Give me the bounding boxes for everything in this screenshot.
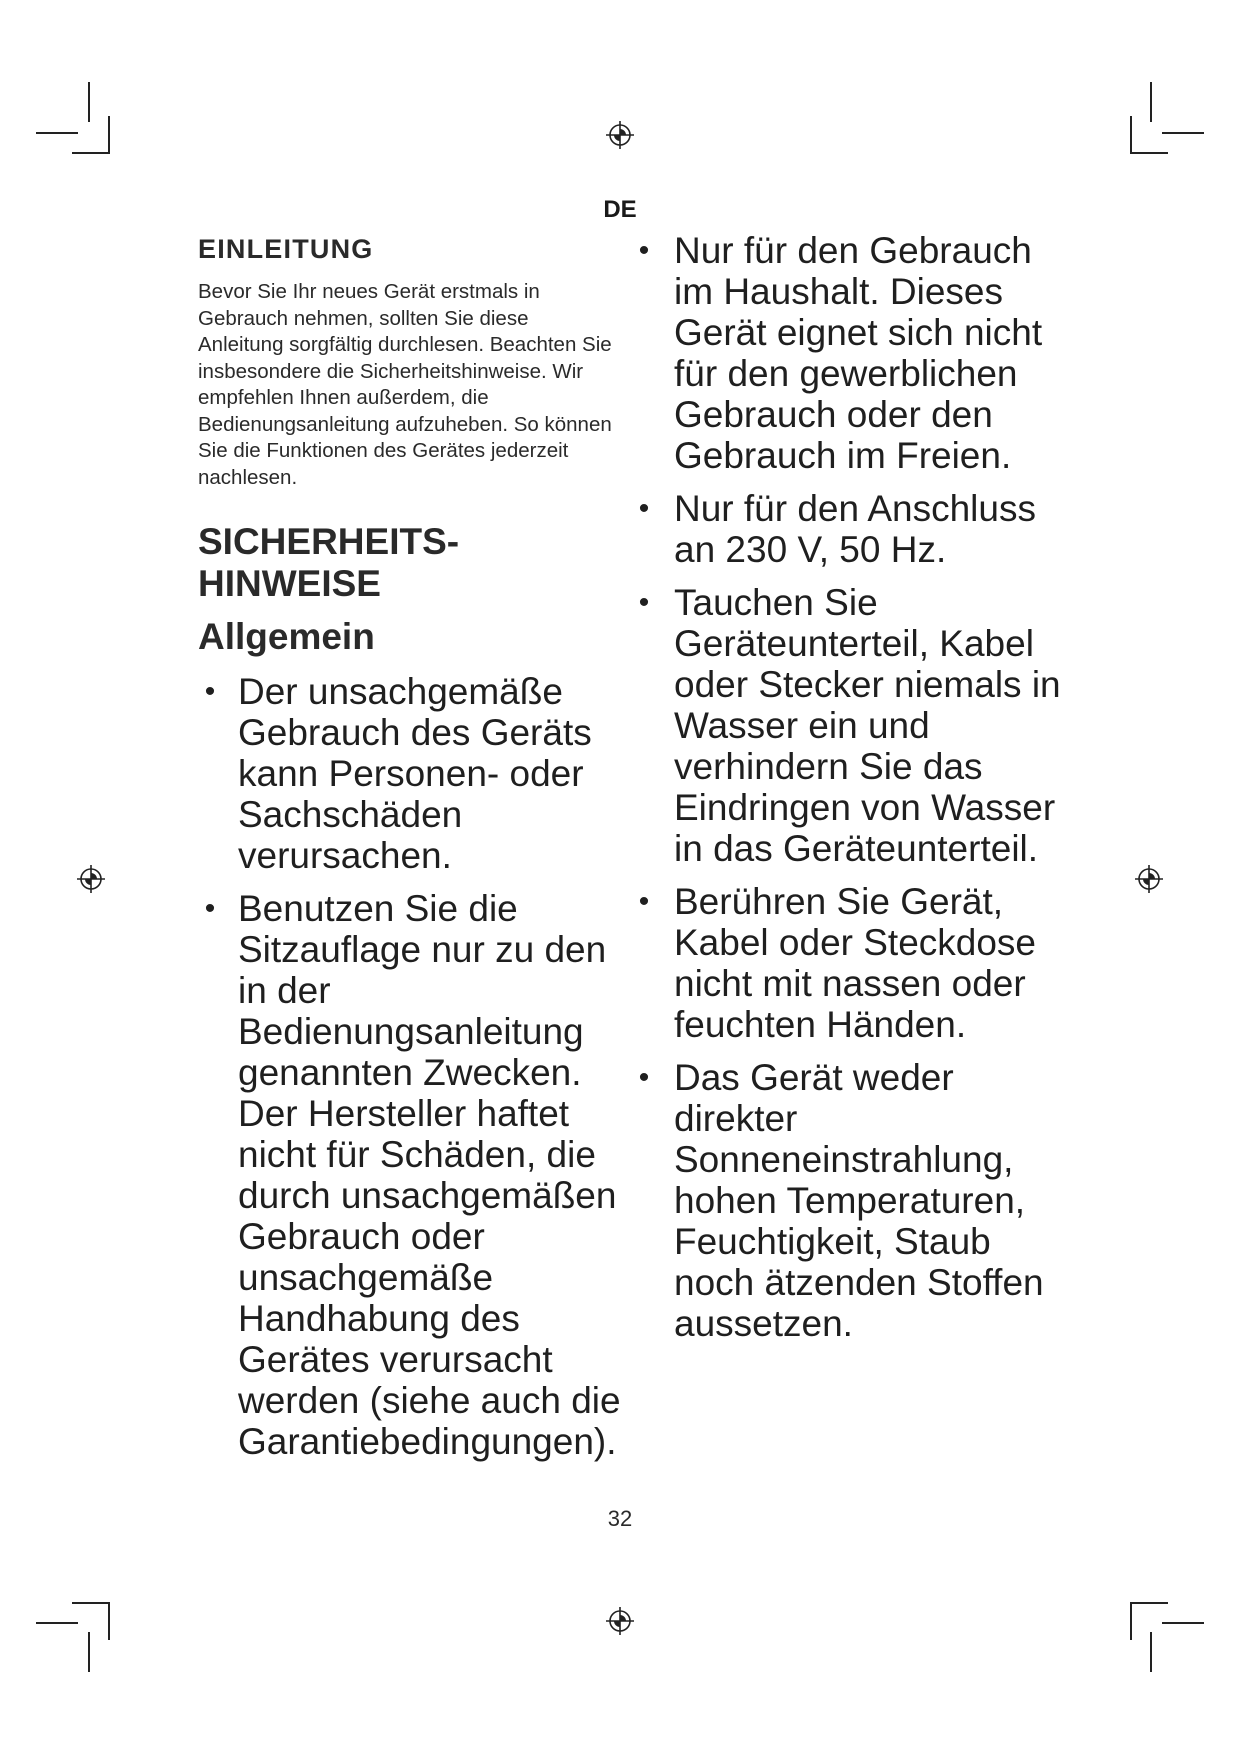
- list-item-text: Berühren Sie Gerät, Kabel oder Steckdose nicht mit nassen oder feuchten Händen.: [674, 881, 1037, 1045]
- list-item-text: Das Gerät weder direkter Sonneneinstrahlung, hohen Temperaturen, Feuchtigkeit, Staub noch ätzenden Stoffen aussetzen.: [674, 1057, 1044, 1344]
- bullet-icon: •: [638, 885, 650, 918]
- safety-list-left: [198, 671, 638, 1462]
- list-item-text: Benutzen Sie die Sitzauflage nur zu den in der Bedienungsanleitung genannten Zwecken. Der Hersteller haftet nicht für Schäden, die durch unsachgemäßen Gebrauch oder unsachgemäße Handhabung des Gerätes verursacht werden (siehe auch die Garantiebedingungen).: [238, 888, 621, 1462]
- list-item: [632, 488, 1082, 570]
- list-item: [632, 1057, 1082, 1344]
- bullet-icon: •: [638, 586, 650, 619]
- list-item-text: Der unsachgemäße Gebrauch des Geräts kann Personen- oder Sachschäden verursachen.: [238, 671, 592, 876]
- registration-mark-icon: [605, 120, 635, 150]
- bullet-icon: •: [204, 892, 216, 925]
- safety-heading: SICHERHEITS-HINWEISE: [198, 521, 460, 604]
- registration-mark-icon: [1134, 864, 1164, 894]
- list-item-text: Tauchen Sie Geräteunterteil, Kabel oder Stecker niemals in Wasser ein und verhindern Sie das Eindringen von Wasser in das Geräteunterteil.: [674, 582, 1061, 869]
- intro-text: Bevor Sie Ihr neues Gerät erstmals in Gebrauch nehmen, sollten Sie diese Anleitung sorgfältig durchlesen. Beachten Sie insbesondere die Sicherheitshinweise. Wir empfehlen Ihnen außerdem, die Bedienungsanleitung aufzuheben. So können Sie die Funktionen des Gerätes jederzeit nachlesen.: [198, 280, 612, 489]
- right-column: [632, 230, 1082, 1356]
- bullet-icon: •: [638, 1061, 650, 1094]
- list-item: [198, 888, 638, 1462]
- list-item: [198, 671, 638, 876]
- bullet-icon: •: [638, 492, 650, 525]
- registration-mark-icon: [76, 864, 106, 894]
- intro-heading: EINLEITUNG: [198, 234, 374, 264]
- list-item: [632, 881, 1082, 1045]
- general-subheading: Allgemein: [198, 616, 375, 657]
- list-item-text: Nur für den Gebrauch im Haushalt. Dieses Gerät eignet sich nicht für den gewerblichen Gebrauch oder den Gebrauch im Freien.: [674, 230, 1043, 476]
- list-item: [632, 582, 1082, 869]
- list-item: [632, 230, 1082, 476]
- bullet-icon: •: [204, 675, 216, 708]
- registration-mark-icon: [605, 1606, 635, 1636]
- page-number: 32: [607, 1506, 633, 1531]
- language-code: DE: [603, 196, 637, 223]
- left-column: [198, 234, 638, 1474]
- list-item-text: Nur für den Anschluss an 230 V, 50 Hz.: [674, 488, 1036, 570]
- safety-list-right: [632, 230, 1082, 1344]
- bullet-icon: •: [638, 234, 650, 267]
